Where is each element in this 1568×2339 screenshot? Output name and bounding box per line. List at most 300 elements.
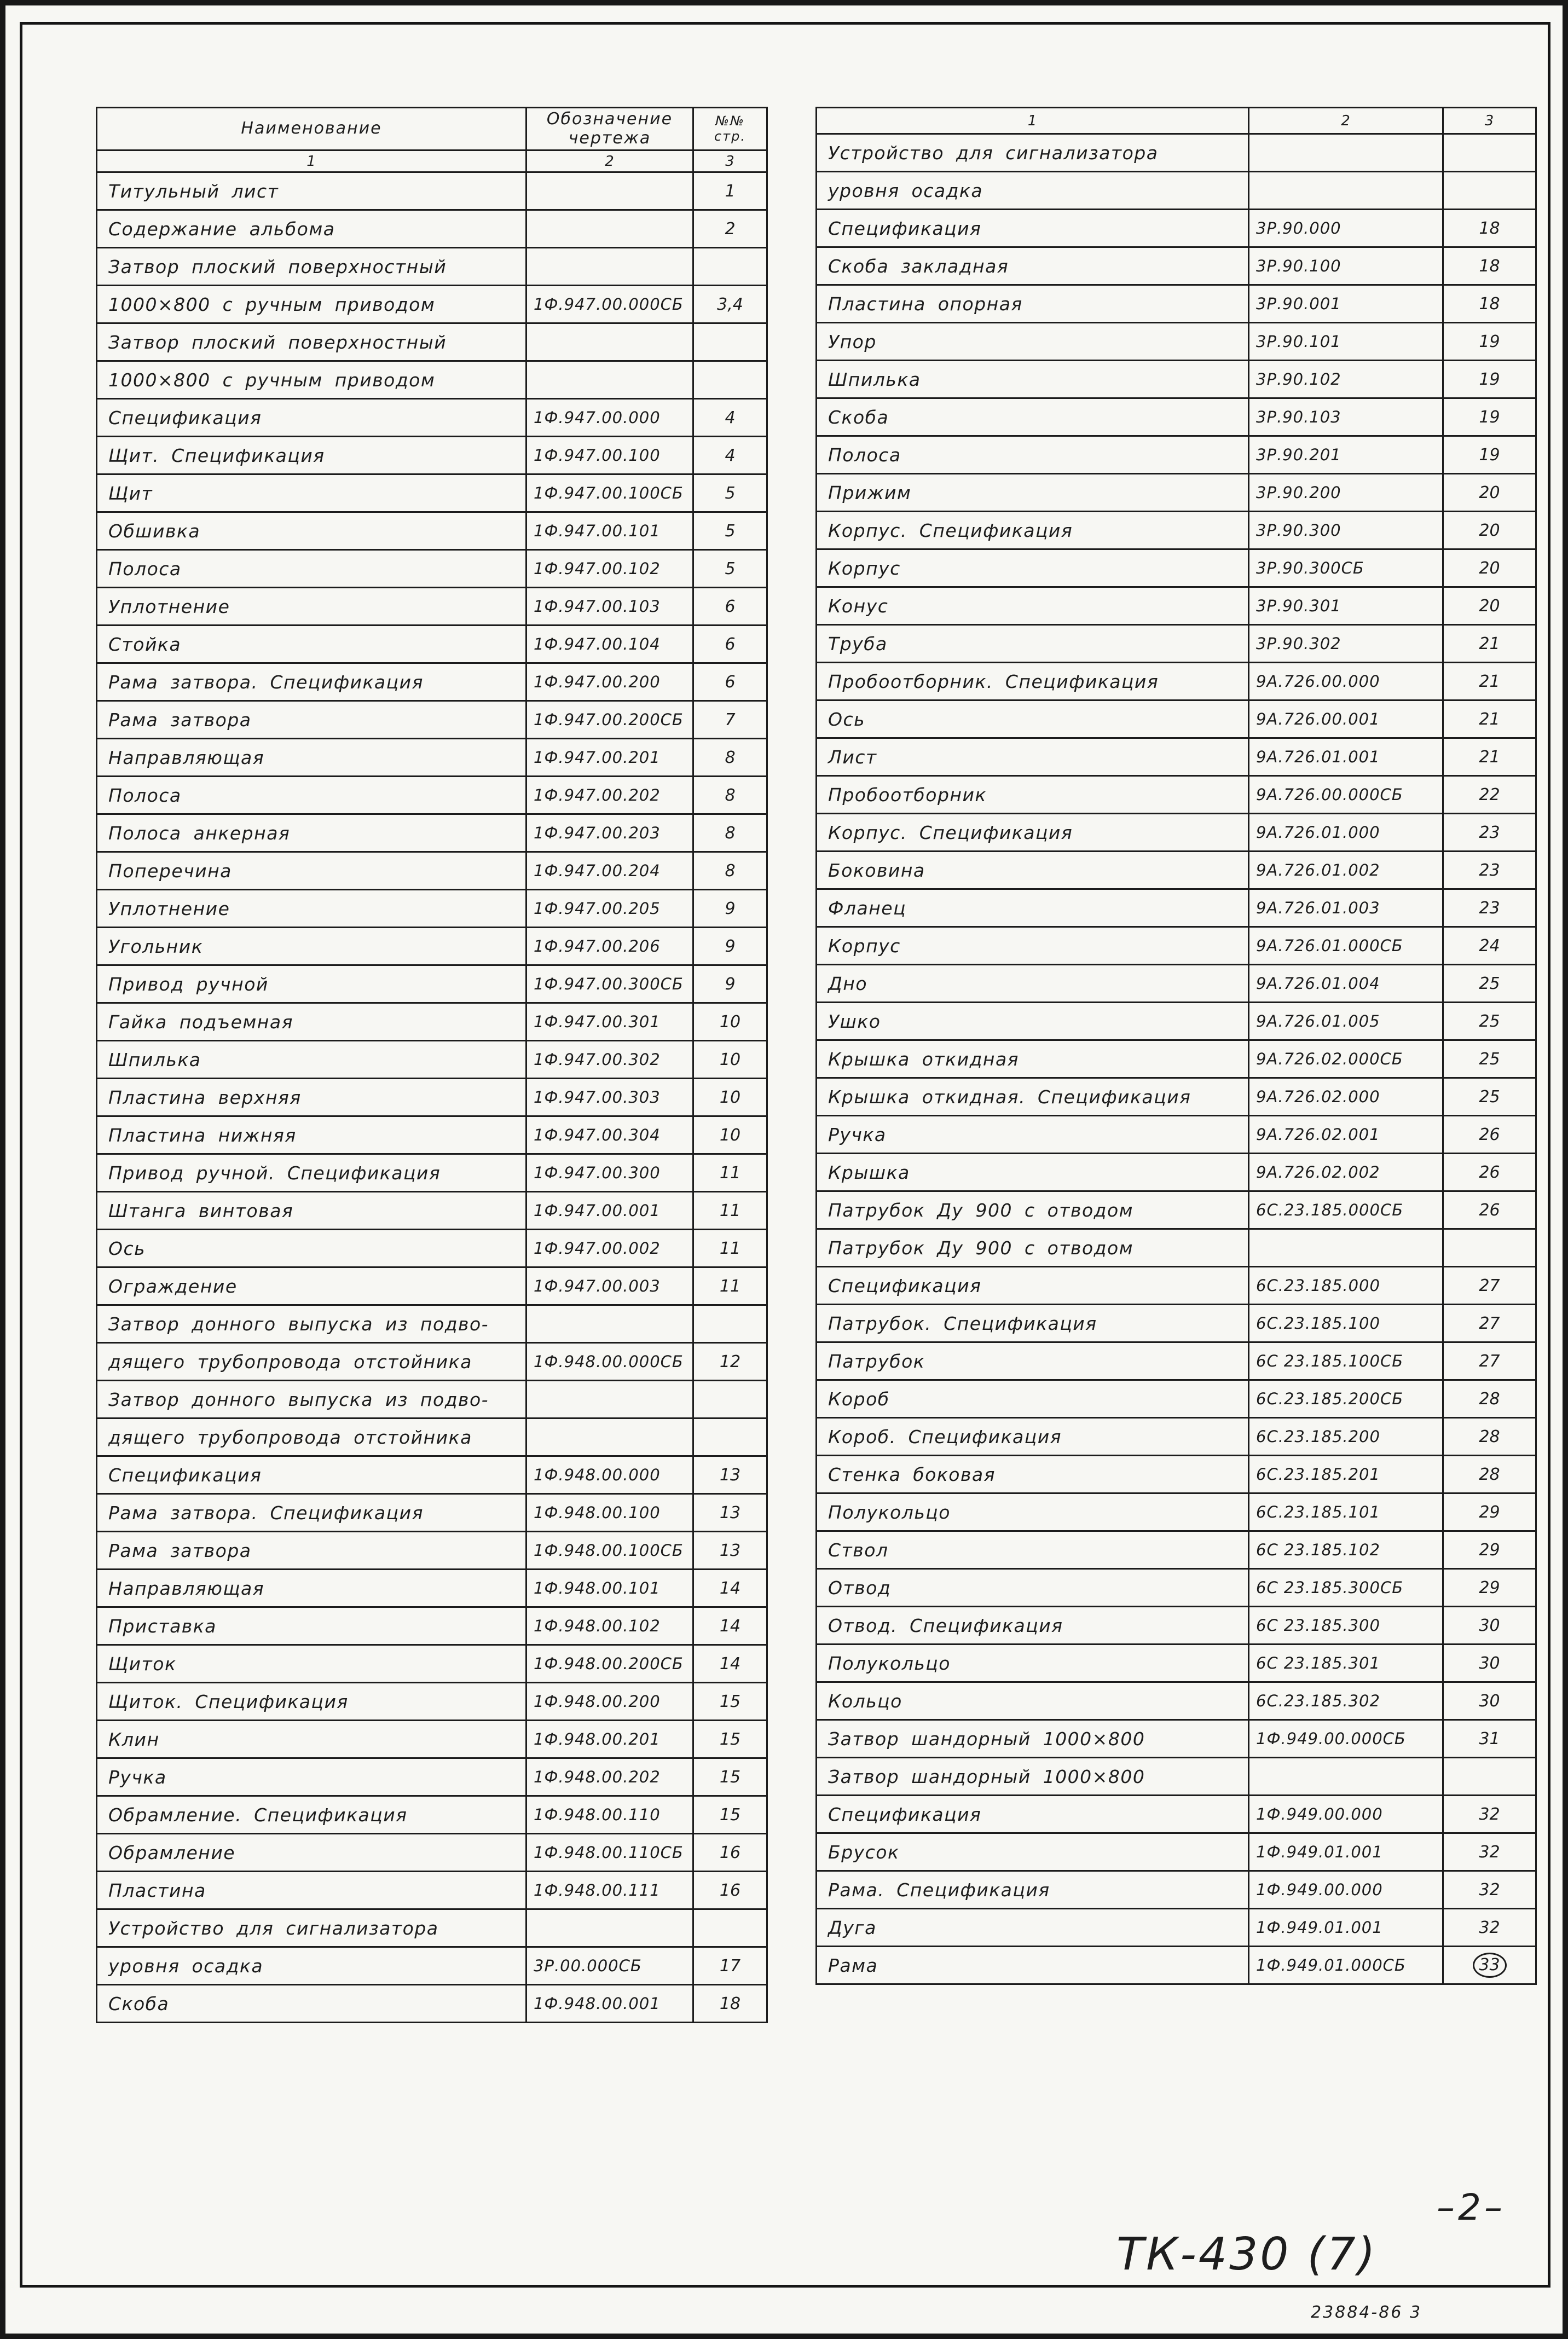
cell-code: 1Ф.947.00.300СБ [526,965,693,1003]
cell-name: Лист [817,738,1249,776]
table-row [97,1192,767,1230]
table-row [97,663,767,701]
table-row [817,587,1536,625]
cell-code: 9А.726.02.000 [1249,1078,1443,1116]
cell-name: Пластина [97,1872,526,1909]
cell-name: Рама затвора. Спецификация [97,1494,526,1532]
cell-name: Крышка откидная. Спецификация [817,1078,1249,1116]
cell-name: Конус [817,587,1249,625]
cell-page: 29 [1443,1569,1536,1607]
table-row [97,172,767,210]
cell-code: 1Ф.947.00.003 [526,1267,693,1305]
table-row [817,965,1536,1003]
cell-code: 1Ф.947.00.201 [526,739,693,777]
cell-name: Ушко [817,1003,1249,1040]
circled-page-number: 33 [1473,1953,1507,1978]
cell-name: Корпус. Спецификация [817,814,1249,852]
cell-name: Затвор донного выпуска из подво- [97,1381,526,1419]
table-row [97,814,767,852]
cell-name: Патрубок [817,1342,1249,1380]
cell-name: Стенка боковая [817,1456,1249,1493]
cell-name: Уплотнение [97,890,526,928]
cell-code: 1Ф.947.00.203 [526,814,693,852]
table-row [97,1947,767,1985]
cell-page: 16 [693,1834,767,1872]
cell-code: 1Ф.947.00.301 [526,1003,693,1041]
cell-name: Щит. Спецификация [97,437,526,474]
cell-code: 1Ф.948.00.202 [526,1758,693,1796]
cell-name: Скоба [817,398,1249,436]
column-number-3: 3 [693,150,767,172]
cell-page: 10 [693,1116,767,1154]
cell-code: 3Р.90.302 [1249,625,1443,663]
cell-page: 32 [1443,1796,1536,1833]
cell-name: Устройство для сигнализатора [817,134,1249,172]
cell-name: Поперечина [97,852,526,890]
cell-name: Короб [817,1380,1249,1418]
cell-code: 6С.23.185.200 [1249,1418,1443,1456]
table-row [817,1040,1536,1078]
cell-code [526,1305,693,1343]
cell-code: 6С 23.185.300СБ [1249,1569,1443,1607]
cell-code: 1Ф.948.00.101 [526,1570,693,1607]
cell-page: 30 [1443,1645,1536,1682]
cell-page: 15 [693,1796,767,1834]
table-row [817,889,1536,927]
table-row [817,776,1536,814]
cell-code: 1Ф.947.00.000СБ [526,286,693,323]
cell-page: 8 [693,739,767,777]
cell-code: 1Ф.947.00.002 [526,1230,693,1267]
cell-name: Уплотнение [97,588,526,626]
table-row [97,1683,767,1721]
table-row [817,1720,1536,1758]
cell-code: 3Р.90.300СБ [1249,549,1443,587]
table-row [97,323,767,361]
cell-page: 25 [1443,1040,1536,1078]
table-row [817,1607,1536,1645]
table-row [817,1909,1536,1947]
cell-page: 27 [1443,1305,1536,1342]
cell-page: 20 [1443,549,1536,587]
cell-code: 9А.726.01.003 [1249,889,1443,927]
cell-page: 26 [1443,1154,1536,1191]
cell-name: Скоба закладная [817,247,1249,285]
cell-code: 1Ф.948.00.100СБ [526,1532,693,1570]
table-row [97,1154,767,1192]
table-row [97,399,767,437]
cell-name: Отвод [817,1569,1249,1607]
table-row [97,1872,767,1909]
column-number-1: 1 [817,108,1249,134]
cell-name: Пластина опорная [817,285,1249,323]
cell-name: Спецификация [97,399,526,437]
cell-page [1443,172,1536,210]
cell-code: 6С.23.185.101 [1249,1493,1443,1531]
table-row [817,1003,1536,1040]
table-row [97,1079,767,1116]
cell-name: уровня осадка [97,1947,526,1985]
cell-page: 13 [693,1532,767,1570]
column-number-2: 2 [526,150,693,172]
cell-code: 6С.23.185.201 [1249,1456,1443,1493]
table-row [97,1494,767,1532]
cell-page: 11 [693,1267,767,1305]
table-row [817,1947,1536,1984]
table-row [97,1230,767,1267]
cell-name: Затвор донного выпуска из подво- [97,1305,526,1343]
table-row [97,1116,767,1154]
table-row [817,398,1536,436]
cell-page: 25 [1443,1003,1536,1040]
cell-page: 8 [693,852,767,890]
cell-code [526,1419,693,1456]
cell-name: Полукольцо [817,1645,1249,1682]
cell-name: Затвор плоский поверхностный [97,323,526,361]
cell-name: Ось [817,700,1249,738]
cell-code: 1Ф.948.00.100 [526,1494,693,1532]
cell-code: 6С.23.185.302 [1249,1682,1443,1720]
cell-name: Ручка [97,1758,526,1796]
cell-code: 9А.726.01.005 [1249,1003,1443,1040]
cell-name: Пробоотборник [817,776,1249,814]
cell-name: Патрубок Ду 900 с отводом [817,1229,1249,1267]
cell-page [693,248,767,286]
cell-page: 9 [693,890,767,928]
cell-page: 5 [693,512,767,550]
cell-code [1249,172,1443,210]
cell-code: 1Ф.947.00.100 [526,437,693,474]
cell-code: 1Ф.947.00.200 [526,663,693,701]
cell-code: 1Ф.947.00.001 [526,1192,693,1230]
cell-page: 14 [693,1645,767,1683]
cell-page: 30 [1443,1682,1536,1720]
cell-name: Гайка подъемная [97,1003,526,1041]
cell-name: Патрубок Ду 900 с отводом [817,1191,1249,1229]
cell-code [526,248,693,286]
cell-page: 27 [1443,1267,1536,1305]
cell-page: 28 [1443,1456,1536,1493]
table-row [817,1456,1536,1493]
cell-page: 6 [693,588,767,626]
cell-page: 11 [693,1230,767,1267]
cell-page: 18 [1443,210,1536,247]
cell-page: 21 [1443,663,1536,700]
cell-code: 1Ф.948.00.111 [526,1872,693,1909]
cell-page: 19 [1443,323,1536,361]
cell-name: Угольник [97,928,526,965]
cell-code: 1Ф.947.00.304 [526,1116,693,1154]
cell-name: Патрубок. Спецификация [817,1305,1249,1342]
table-row [97,512,767,550]
cell-name: Щиток [97,1645,526,1683]
cell-code [1249,134,1443,172]
table-row [817,814,1536,852]
cell-code: 9А.726.01.004 [1249,965,1443,1003]
cell-name: Прижим [817,474,1249,512]
table-row [97,1570,767,1607]
cell-page [1443,1229,1536,1267]
sheet-page-number: –2– [1437,2186,1506,2228]
cell-page: 17 [693,1947,767,1985]
cell-code: 3Р.90.101 [1249,323,1443,361]
cell-name: Щит [97,474,526,512]
cell-name: Привод ручной. Спецификация [97,1154,526,1192]
cell-name: Ствол [817,1531,1249,1569]
cell-code: 1Ф.948.00.200СБ [526,1645,693,1683]
table-row [817,1305,1536,1342]
cell-code: 1Ф.947.00.104 [526,626,693,663]
cell-page: 9 [693,928,767,965]
column-number-2: 2 [1249,108,1443,134]
cell-name: Спецификация [817,210,1249,247]
table-row [97,1721,767,1758]
table-row [817,512,1536,549]
cell-code [526,172,693,210]
cell-code: 3Р.90.102 [1249,361,1443,398]
cell-code: 6С 23.185.102 [1249,1531,1443,1569]
cell-name: Боковина [817,852,1249,889]
cell-page: 16 [693,1872,767,1909]
cell-code: 3Р.90.103 [1249,398,1443,436]
cell-code: 1Ф.948.00.102 [526,1607,693,1645]
table-row [817,1531,1536,1569]
cell-page: 9 [693,965,767,1003]
table-row [817,1645,1536,1682]
cell-name: Труба [817,625,1249,663]
cell-name: Рама затвора. Спецификация [97,663,526,701]
cell-code [526,361,693,399]
cell-code: 9А.726.00.001 [1249,700,1443,738]
cell-name: Крышка [817,1154,1249,1191]
cell-page: 29 [1443,1493,1536,1531]
column-number-row [817,108,1536,134]
column-header-name: Наименование [97,108,526,150]
cell-code: 1Ф.949.01.001 [1249,1833,1443,1871]
cell-name: Дно [817,965,1249,1003]
cell-name: Полукольцо [817,1493,1249,1531]
cell-page: 13 [693,1456,767,1494]
cell-code [1249,1758,1443,1796]
table-row [817,625,1536,663]
table-row [817,700,1536,738]
cell-name: Спецификация [817,1267,1249,1305]
cell-code [526,323,693,361]
table-row [817,134,1536,172]
cell-code: 1Ф.949.01.000СБ [1249,1947,1443,1984]
cell-code: 1Ф.947.00.303 [526,1079,693,1116]
cell-name: Клин [97,1721,526,1758]
cell-page: 8 [693,814,767,852]
cell-page: 32 [1443,1909,1536,1947]
table-row [817,549,1536,587]
cell-name: Рама. Спецификация [817,1871,1249,1909]
table-row [97,550,767,588]
cell-page: 32 [1443,1871,1536,1909]
table-row [97,1419,767,1456]
contents-table-left [96,107,768,2023]
cell-code: 1Ф.947.00.100СБ [526,474,693,512]
table-row [817,1380,1536,1418]
cell-page: 20 [1443,474,1536,512]
cell-code: 1Ф.947.00.206 [526,928,693,965]
column-header-designation: Обозначение чертежа [526,108,693,150]
cell-page: 10 [693,1079,767,1116]
table-row [817,210,1536,247]
cell-code: 1Ф.947.00.000 [526,399,693,437]
cell-page: 21 [1443,700,1536,738]
cell-code: 6С.23.185.200СБ [1249,1380,1443,1418]
cell-name: Обрамление. Спецификация [97,1796,526,1834]
cell-code [526,1381,693,1419]
cell-page [693,361,767,399]
cell-page: 20 [1443,587,1536,625]
table-row [97,286,767,323]
table-row [817,1833,1536,1871]
cell-page: 25 [1443,965,1536,1003]
cell-name: Затвор шандорный 1000×800 [817,1720,1249,1758]
cell-code: 1Ф.947.00.101 [526,512,693,550]
cell-name: Полоса анкерная [97,814,526,852]
cell-page [693,1419,767,1456]
cell-page [693,1909,767,1947]
cell-page: 23 [1443,814,1536,852]
cell-name: Устройство для сигнализатора [97,1909,526,1947]
cell-name: Штанга винтовая [97,1192,526,1230]
cell-page: 19 [1443,398,1536,436]
cell-name: Обрамление [97,1834,526,1872]
cell-code: 9А.726.02.000СБ [1249,1040,1443,1078]
cell-page: 13 [693,1494,767,1532]
table-row [97,1607,767,1645]
cell-page: 26 [1443,1116,1536,1154]
cell-code: 9А.726.01.000 [1249,814,1443,852]
cell-code: 1Ф.948.00.200 [526,1683,693,1721]
cell-name: Щиток. Спецификация [97,1683,526,1721]
cell-name: Затвор шандорный 1000×800 [817,1758,1249,1796]
cell-name: Брусок [817,1833,1249,1871]
cell-page [693,1381,767,1419]
cell-page: 10 [693,1041,767,1079]
cell-name: Рама затвора [97,1532,526,1570]
cell-name: Корпус. Спецификация [817,512,1249,549]
cell-page: 27 [1443,1342,1536,1380]
cell-name: Шпилька [817,361,1249,398]
cell-name: Направляющая [97,739,526,777]
table-row [817,1191,1536,1229]
cell-name: Крышка откидная [817,1040,1249,1078]
column-header-page: №№ стр. [693,108,767,150]
cell-name: уровня осадка [817,172,1249,210]
document-number-handwritten: ТК-430 (7) [1116,2228,1378,2280]
cell-page: 15 [693,1721,767,1758]
table-row [817,1267,1536,1305]
table-row [97,1645,767,1683]
column-number-1: 1 [97,150,526,172]
table-row [817,1229,1536,1267]
cell-name: дящего трубопровода отстойника [97,1419,526,1456]
table-row [97,777,767,814]
table-row [97,1909,767,1947]
table-row [817,323,1536,361]
cell-name: Отвод. Спецификация [817,1607,1249,1645]
table-row [817,1342,1536,1380]
table-row [97,1985,767,2023]
table-row [97,739,767,777]
cell-name: Затвор плоский поверхностный [97,248,526,286]
cell-page: 18 [1443,285,1536,323]
cell-page: 18 [693,1985,767,2023]
table-row [817,1871,1536,1909]
cell-page: 6 [693,663,767,701]
cell-code: 9А.726.00.000СБ [1249,776,1443,814]
table-row [97,1796,767,1834]
cell-name: Полоса [97,550,526,588]
cell-page: 19 [1443,436,1536,474]
cell-name: Ось [97,1230,526,1267]
cell-name: Пробоотборник. Спецификация [817,663,1249,700]
cell-page [693,323,767,361]
table-row [97,852,767,890]
table-row [97,928,767,965]
cell-code: 3Р.00.000СБ [526,1947,693,1985]
cell-code: 6С 23.185.100СБ [1249,1342,1443,1380]
print-stamp-number: 23884-86 3 [1311,2303,1422,2322]
cell-code: 1Ф.949.00.000СБ [1249,1720,1443,1758]
cell-name: Спецификация [817,1796,1249,1833]
cell-code: 1Ф.949.00.000 [1249,1796,1443,1833]
cell-page: 14 [693,1607,767,1645]
cell-code: 6С 23.185.301 [1249,1645,1443,1682]
cell-page: 4 [693,399,767,437]
table-row [97,588,767,626]
cell-code [1249,1229,1443,1267]
column-number-row [97,150,767,172]
cell-name: Корпус [817,927,1249,965]
table-row [817,927,1536,965]
cell-page: 28 [1443,1380,1536,1418]
cell-page: 18 [1443,247,1536,285]
cell-name: Направляющая [97,1570,526,1607]
cell-page: 22 [1443,776,1536,814]
table-row [97,1456,767,1494]
table-row [817,436,1536,474]
cell-code: 3Р.90.000 [1249,210,1443,247]
table-row [97,701,767,739]
cell-page: 31 [1443,1720,1536,1758]
table-row [97,1267,767,1305]
cell-code: 6С.23.185.000 [1249,1267,1443,1305]
cell-page [1443,134,1536,172]
cell-page: 21 [1443,625,1536,663]
table-row [97,210,767,248]
cell-code: 9А.726.02.001 [1249,1116,1443,1154]
table-row [817,247,1536,285]
table-row [97,1041,767,1079]
cell-name: 1000×800 с ручным приводом [97,361,526,399]
table-row [817,738,1536,776]
cell-page: 32 [1443,1833,1536,1871]
cell-name: Корпус [817,549,1249,587]
cell-code: 1Ф.948.00.000СБ [526,1343,693,1381]
cell-code: 9А.726.01.000СБ [1249,927,1443,965]
cell-page: 19 [1443,361,1536,398]
cell-page: 11 [693,1192,767,1230]
cell-code: 1Ф.947.00.202 [526,777,693,814]
cell-code: 1Ф.947.00.302 [526,1041,693,1079]
cell-name: Титульный лист [97,172,526,210]
cell-code: 1Ф.947.00.200СБ [526,701,693,739]
